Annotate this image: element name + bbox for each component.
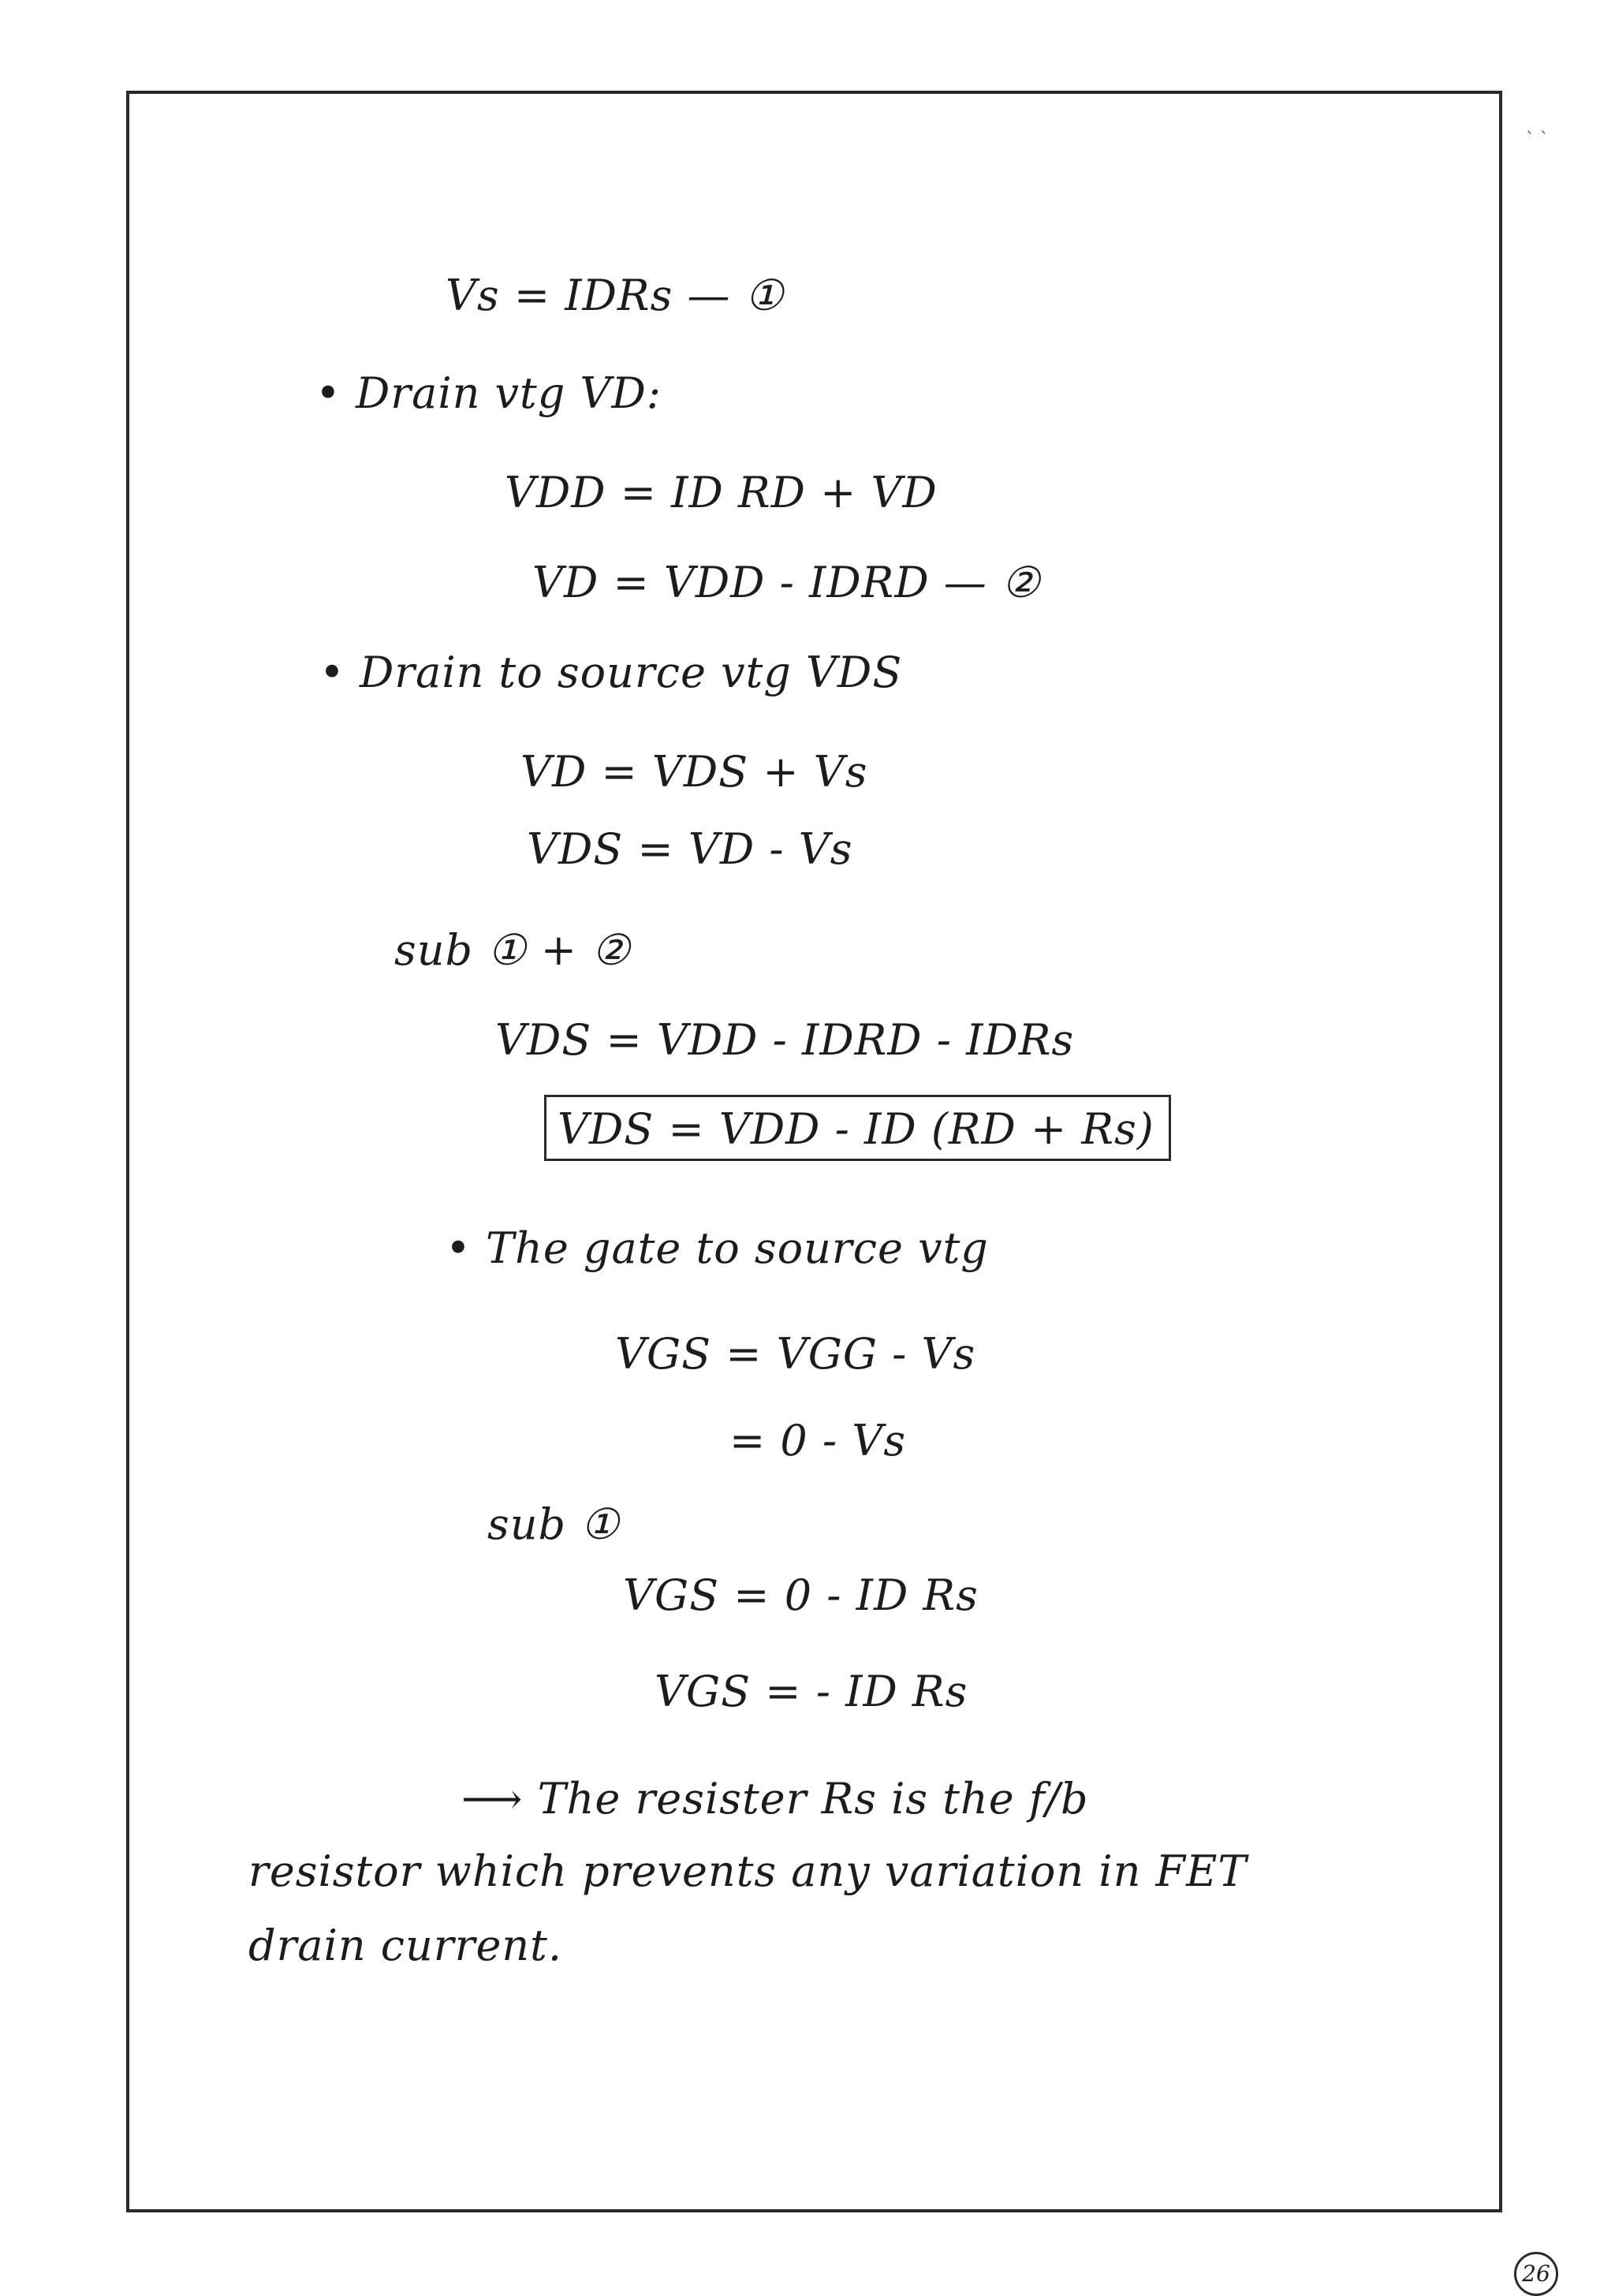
equation-vd-sum: VD = VDS + Vs <box>520 747 868 797</box>
equation-vds-expanded: VDS = VDD - IDRD - IDRs <box>495 1015 1075 1065</box>
boxed-result-vds: VDS = VDD - ID (RD + Rs) <box>544 1095 1171 1161</box>
note-resistor-line-3: drain current. <box>248 1921 563 1970</box>
bullet-drain-voltage-heading: • Drain vtg VD: <box>315 368 662 418</box>
equation-vd: VD = VDD - IDRD — ② <box>532 558 1041 607</box>
equation-vds-difference: VDS = VD - Vs <box>527 824 853 874</box>
equation-vgs: VGS = VGG - Vs <box>615 1329 976 1379</box>
corner-mark: ` ` <box>1526 130 1549 150</box>
equation-vgs-final: VGS = - ID Rs <box>655 1667 968 1716</box>
equation-vgs-substituted: VGS = 0 - ID Rs <box>623 1570 979 1620</box>
substitution-note-1-2: sub ① + ② <box>394 925 631 975</box>
equation-vdd: VDD = ID RD + VD <box>505 468 938 517</box>
bullet-drain-to-source-heading: • Drain to source vtg VDS <box>319 648 903 697</box>
equation-vgs-zero: = 0 - Vs <box>729 1416 907 1465</box>
equation-source-voltage: Vs = IDRs — ① <box>446 271 785 320</box>
bullet-gate-to-source-heading: • The gate to source vtg <box>446 1223 989 1273</box>
page-number: 26 <box>1514 2252 1558 2296</box>
note-resistor-line-2: resistor which prevents any variation in FET <box>248 1846 1248 1896</box>
note-resistor-line-1: ⟶ The resister Rs is the f/b <box>461 1774 1089 1824</box>
substitution-note-1: sub ① <box>487 1499 620 1549</box>
